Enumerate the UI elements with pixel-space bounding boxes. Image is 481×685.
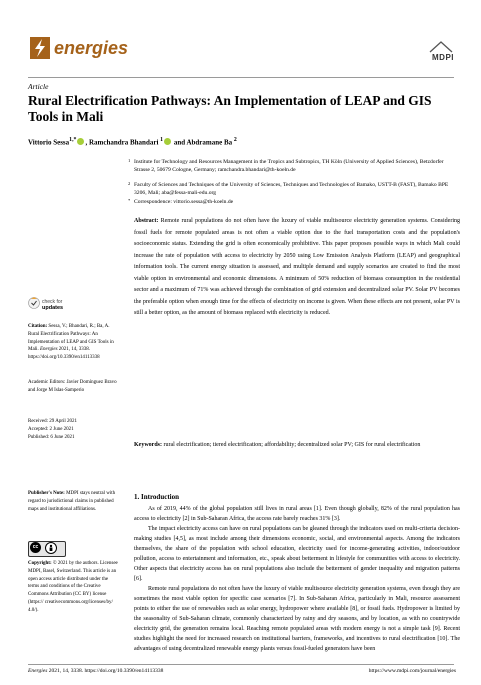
check-for-updates-button[interactable]	[42, 299, 63, 311]
paragraph: The impact electricity access can have on rural populations can be gleaned through the indicators used on multi-criteria decision-making studies [4,5], as most include among their dimensions economic, social, and environmental aspects. Among the indicators themselves, the share of the population with school education, electricity used for income-generating activities, indoor/outdoor pollution, access to entertainment and information, etc., speak about betterment in lifestyle for communities with access to electricity. Other aspects that electricity access has on rural populations also include the betterment of gender inequality and migration patterns [6].	[134, 526, 460, 582]
published-date: Published: 6 June 2021	[28, 434, 75, 440]
article-type: Article	[28, 82, 49, 91]
author-name: Ramchandra Bhandari	[88, 138, 159, 147]
check-line2: updates	[42, 305, 64, 311]
introduction-body	[134, 504, 460, 654]
affiliation	[128, 158, 459, 174]
correspondence-mark: *	[128, 198, 131, 203]
author-sup: 1,*	[69, 137, 77, 143]
copyright-label: Copyright:	[28, 561, 52, 566]
publisher-note-label: Publisher's Note:	[28, 491, 65, 496]
mdpi-logo-icon	[427, 41, 455, 53]
journal-name: energies	[54, 38, 129, 58]
cc-icon: cc	[30, 542, 41, 553]
citation-ref[interactable]: 2021, 14, 3338. https://doi.org/10.3390/en14113338	[28, 347, 100, 361]
affiliation-text: Institute for Technology and Resources Management in the Tropics and Subtropics, TH Köln (University of Applied Sciences), Betzdorfer Strasse 2, 50679 Cologne, Germany; ramchandra.bhandari@th-koeln.de	[134, 159, 444, 173]
author-list: Vittorio Sessa$^{1,*}$ , Ramchandra Bhandari $^1$ and Abdramane Ba $^2$	[28, 137, 237, 147]
abstract-text: Remote rural populations do not often have the luxury of viable multisource electricity generation systems. Considering fossil fuels for remote populated areas is not often a viable option due to the fuel transportation costs and the population's socioeconomic status. Extending the grid is often economically prohibitive. This paper proposes possible ways in which Mali could increase the rate of population with access to electricity by 2050 using Low Emission Analysis Platform (LEAP) and geographical information tools. The current energy situation is assessed, and multiple demand and supply scenarios are created to find the most viable option in environmental and economic dimensions. A minimum of 50% reduction of biomass consumption in the residential sector and a maximum of 71% was achieved through the combination of grid extension and decentralized solar PV. Solar PV becomes the preferable option when enough time for the effects of electricity on income is given. When these effects are not present, solar PV is still a better option, as the amount of biomass replaced with electricity is reduced.	[134, 218, 460, 316]
cc-by-icon	[45, 542, 57, 554]
keywords-text: rural electrification; tiered electrification; affordability; decentralized solar PV; GIS for rural electrification	[163, 442, 421, 448]
author-name: and Abdramane Ba	[173, 138, 233, 147]
keywords	[134, 440, 460, 451]
paragraph: As of 2019, 44% of the global population still lives in rural areas [1]. Even though globally, 82% of the rural population has access to electricity [2] in Sub-Saharan Africa, the access rate barely reaches 31% [3].	[134, 506, 460, 522]
abstract	[134, 216, 460, 320]
footer-divider	[28, 664, 454, 665]
paragraph: Remote rural populations do not often have the luxury of viable multisource electricity generation systems, even though they are sometimes the most viable option for specific case scenarios [7]. In Sub-Saharan Africa, particularly in Mali, resource assessment points to either the use of renewables such as solar energy, hydropower where available [8], or fossil fuels. Hydropower is limited by the seasonality of Sub-Saharan climate, commonly characterized by rainy and dry seasons, and by location, as with no countrywide electricity grid, the generation remains local. Reaching remote populated areas with modern energy is not a simple task [9]. Recent studies highlight the need for increased research on institutional barriers, frameworks, and incentives to rural electrification [10]. The advantages of using decentralized renewable energy plants versus fossil-fueled generators have been	[134, 586, 460, 652]
dates-block	[28, 418, 118, 441]
publisher-name: MDPI	[432, 53, 454, 62]
publisher-note	[28, 490, 118, 513]
academic-editors	[28, 379, 118, 395]
correspondence	[128, 198, 459, 206]
citation-block	[28, 323, 118, 362]
affiliation	[128, 181, 459, 197]
check-for-updates-icon[interactable]	[28, 296, 40, 310]
author-name: Vittorio Sessa	[28, 138, 70, 147]
orcid-icon[interactable]	[77, 138, 84, 145]
energies-logo-icon	[30, 37, 50, 59]
footer-ref[interactable]: 2021, 14, 3338. https://doi.org/10.3390/en14113338	[48, 668, 164, 674]
article-title: Rural Electrification Pathways: An Implementation of LEAP and GIS Tools in Mali	[28, 93, 432, 124]
affiliation-number: 2	[128, 181, 131, 186]
header-divider	[28, 77, 454, 78]
author-sup: 2	[233, 137, 237, 143]
editors-label: Academic Editors:	[28, 380, 66, 385]
check-line1: check for	[42, 299, 63, 305]
editors-names: Javier Domínguez Bravo and Jorge M Islas-Samperio	[28, 380, 117, 393]
keywords-label: Keywords:	[134, 442, 162, 448]
citation-label: Citation:	[28, 324, 48, 329]
copyright-block	[28, 560, 118, 615]
publisher-note-text: MDPI stays neutral with regard to jurisdictional claims in published maps and institutional affiliations.	[28, 491, 116, 512]
section-heading: 1. Introduction	[134, 493, 179, 501]
copyright-text: © 2021 by the authors. Licensee MDPI, Basel, Switzerland. This article is an open access article distributed under the terms and conditions of the Creative Commons Attribution (CC BY) license (https:// creativecommons.org/licenses/by/ 4.0/).	[28, 561, 118, 613]
orcid-icon[interactable]	[164, 138, 171, 145]
citation-text: Sessa, V.; Bhandari, R.; Ba, A. Rural Electrification Pathways: An Implementation of LEAP and GIS Tools in Mali.	[28, 324, 114, 353]
received-date: Received: 29 April 2021	[28, 419, 78, 424]
citation-journal: Energies	[39, 347, 58, 353]
author-sup: 1	[160, 137, 164, 143]
correspondence-text: Correspondence: vittorio.sessa@th-koeln.de	[134, 199, 234, 205]
affiliation-number: 1	[128, 158, 131, 163]
accepted-date: Accepted: 2 June 2021	[28, 426, 74, 432]
footer-citation	[28, 668, 163, 674]
affiliation-text: Faculty of Sciences and Techniques of the University of Sciences, Techniques and Technologies of Bamako, USTT-B (FAST), Bamako BPE 3206, Mali; aba@fessa-mali-edu.org	[134, 182, 449, 196]
abstract-label: Abstract:	[134, 218, 159, 224]
footer-website[interactable]: https://www.mdpi.com/journal/energies	[368, 668, 456, 674]
footer-journal: Energies	[28, 668, 48, 674]
